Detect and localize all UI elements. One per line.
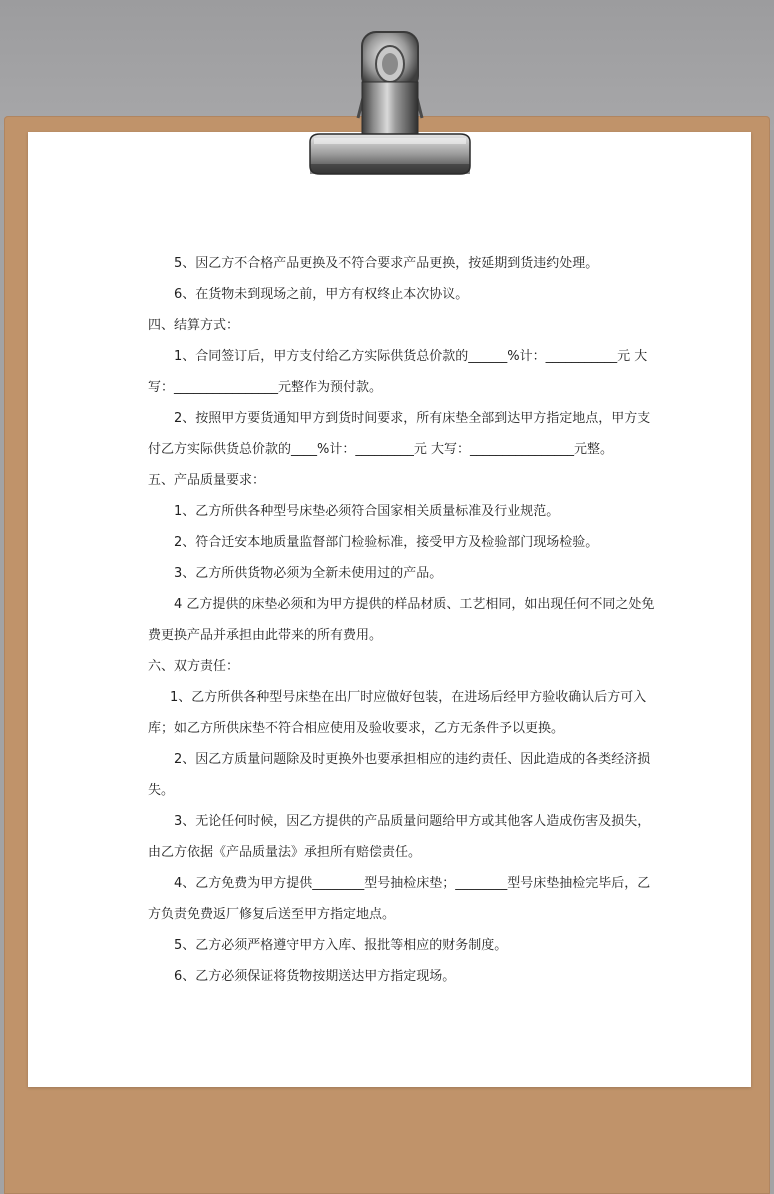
clause-6-4-a: 4、乙方免费为甲方提供________型号抽检床垫；________型号床垫抽检完毕后，乙 [174,876,651,891]
binder-clip-icon [300,26,480,178]
clause-4-1-a: 1、合同签订后，甲方支付给乙方实际供货总价款的______%计：___________元 大 [174,349,648,364]
clause-6-5: 5、乙方必须严格遵守甲方入库、报批等相应的财务制度。 [174,938,508,953]
clause-6-3-a: 3、无论任何时候，因乙方提供的产品质量问题给甲方或其他客人造成伤害及损失， [174,814,651,829]
clause-5-4-b: 费更换产品并承担由此带来的所有费用。 [148,628,383,643]
clause-3-6: 6、在货物未到现场之前，甲方有权终止本次协议。 [174,287,469,302]
clause-6-1-b: 库；如乙方所供床垫不符合相应使用及验收要求，乙方无条件予以更换。 [148,721,565,736]
clause-5-4-a: 4 乙方提供的床垫必须和为甲方提供的样品材质、工艺相同，如出现任何不同之处免 [174,597,655,612]
clause-5-2: 2、符合迁安本地质量监督部门检验标准，接受甲方及检验部门现场检验。 [174,535,599,550]
clause-6-4-b: 方负责免费返厂修复后送至甲方指定地点。 [148,907,396,922]
clause-4-1-b: 写：________________元整作为预付款。 [148,380,383,395]
clause-5-1: 1、乙方所供各种型号床垫必须符合国家相关质量标准及行业规范。 [174,504,560,519]
clause-6-1-a: 1、乙方所供各种型号床垫在出厂时应做好包装，在进场后经甲方验收确认后方可入 [170,690,647,705]
clause-6-3-b: 由乙方依据《产品质量法》承担所有赔偿责任。 [148,845,422,860]
clause-6-2-a: 2、因乙方质量问题除及时更换外也要承担相应的违约责任、因此造成的各类经济损 [174,752,651,767]
clause-3-5: 5、因乙方不合格产品更换及不符合要求产品更换，按延期到货违约处理。 [174,256,599,271]
clause-5-3: 3、乙方所供货物必须为全新未使用过的产品。 [174,566,443,581]
clause-6-6: 6、乙方必须保证将货物按期送达甲方指定现场。 [174,969,456,984]
clause-4-2-b: 付乙方实际供货总价款的____%计：_________元 大写：________________元整。 [148,442,613,457]
clause-6-2-b: 失。 [148,783,175,798]
clause-4-2-a: 2、按照甲方要货通知甲方到货时间要求，所有床垫全部到达甲方指定地点，甲方支 [174,411,651,426]
section-4-heading: 四、结算方式： [148,318,240,333]
section-5-heading: 五、产品质量要求： [148,473,266,488]
document-paper [28,132,751,1087]
section-6-heading: 六、双方责任： [148,659,240,674]
